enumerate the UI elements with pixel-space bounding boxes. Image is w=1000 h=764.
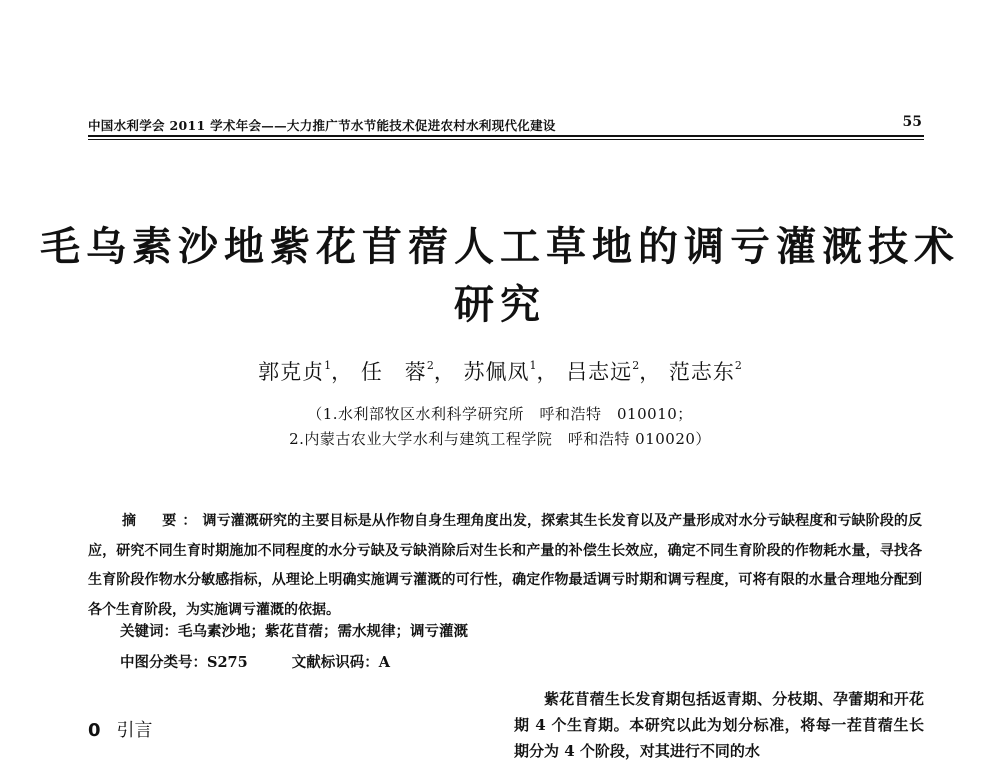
- header-rule: [88, 135, 924, 140]
- classification: [120, 651, 390, 672]
- author-affil-mark: 2: [426, 359, 434, 372]
- author-affil-mark: 2: [632, 359, 640, 372]
- section-title: 引言: [116, 720, 153, 741]
- author-separator: ，: [639, 360, 662, 384]
- author-name: 吕志远: [566, 360, 633, 384]
- body-paragraph: 紫花苜蓿生长发育期包括返青期、分枝期、孕蕾期和开花期 4 个生育期。本研究以此为划分标准，将每一茬苜蓿生长期分为 4 个阶段，对其进行不同的水: [514, 690, 924, 760]
- running-header: 中国水利学会 2011 学术年会——大力推广节水节能技术促进农村水利现代化建设: [88, 118, 556, 133]
- paper-title: [0, 218, 1000, 334]
- author-name: 苏佩凤: [463, 360, 530, 384]
- keywords: [120, 620, 468, 641]
- author-name: 郭克贞: [258, 360, 325, 384]
- author-affil-mark: 1: [324, 359, 332, 372]
- author-name: 范志东: [668, 360, 735, 384]
- abstract-text: 调亏灌溉研究的主要目标是从作物自身生理角度出发，探索其生长发育以及产量形成对水分亏缺程度和亏缺阶段的反应，研究不同生育时期施加不同程度的水分亏缺及亏缺消除后对生长和产量的补偿生长效应，确定不同生育阶段的作物耗水量，寻找各生育阶段作物水分敏感指标，从理论上明确实施调亏灌溉的可行性，确定作物最适调亏时期和调亏程度，可将有限的水量合理地分配到各个生育阶段，为实施调亏灌溉的依据。: [88, 513, 923, 618]
- author-affil-mark: 2: [734, 359, 742, 372]
- affiliation-line-2: 2.内蒙古农业大学水利与建筑工程学院 呼和浩特 010020）: [289, 430, 711, 448]
- keywords-text: 毛乌素沙地；紫花苜蓿；需水规律；调亏灌溉: [178, 623, 468, 640]
- page-number: 55: [902, 114, 922, 130]
- doc-code-label: 文献标识码：: [291, 654, 379, 671]
- keywords-label: 关键词：: [120, 623, 178, 640]
- affiliation-line-1: （1.水利部牧区水利科学研究所 呼和浩特 010010；: [307, 405, 693, 423]
- title-line-1: 毛乌素沙地紫花苜蓿人工草地的调亏灌溉技术: [40, 223, 960, 270]
- author-separator: ，: [331, 360, 354, 384]
- doc-code-value: A: [378, 654, 391, 671]
- author-separator: ，: [433, 360, 456, 384]
- clc-value: S275: [207, 654, 248, 671]
- author-affil-mark: 1: [529, 359, 537, 372]
- author-separator: ，: [536, 360, 559, 384]
- title-line-2: 研究: [454, 281, 546, 328]
- abstract: [88, 507, 922, 625]
- abstract-label: 摘 要：: [122, 513, 203, 529]
- clc-label: 中图分类号：: [120, 654, 207, 671]
- author-list: [0, 356, 1000, 386]
- author-name: 任 蓉: [360, 360, 427, 384]
- section-number: 0: [88, 720, 101, 741]
- section-heading: [88, 716, 153, 742]
